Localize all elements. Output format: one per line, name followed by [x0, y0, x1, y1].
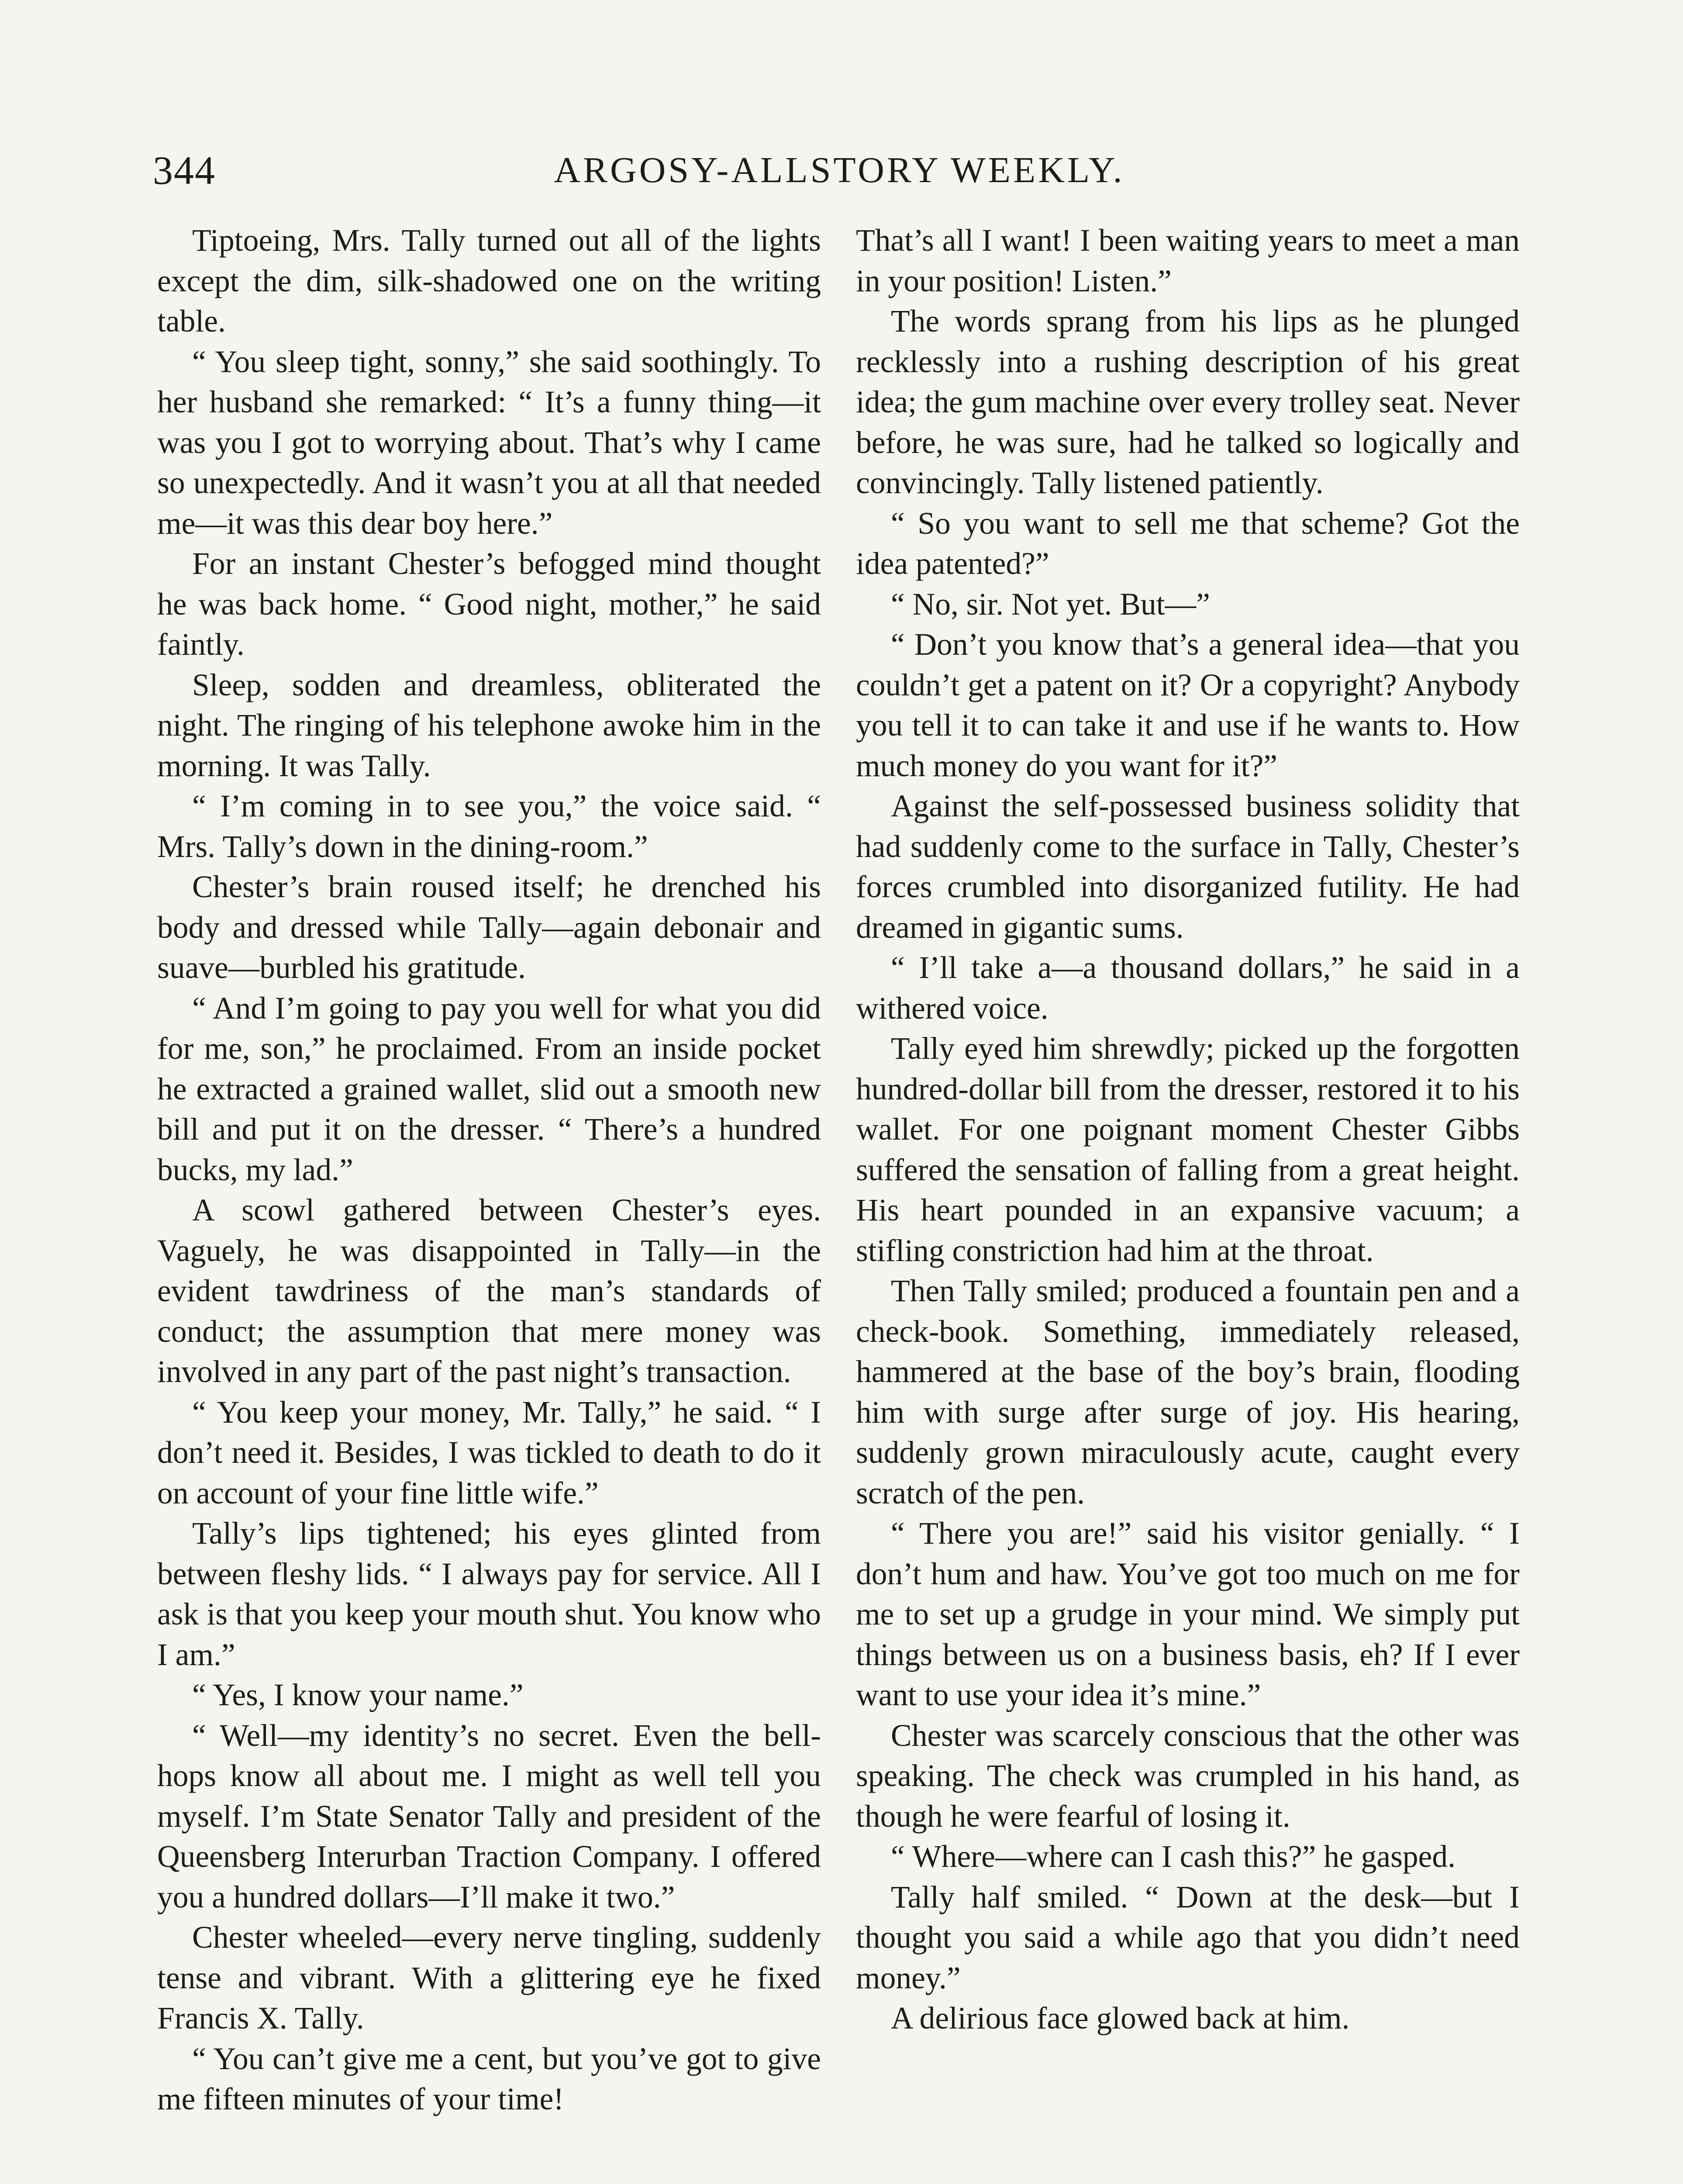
- paragraph: Tally eyed him shrewdly; picked up the forgotten hundred-dollar bill from the dresser, restored it to his wallet. For one poignant moment Chester Gibbs suffered the sensation of falling from a great height. His heart pounded in an expansive vacuum; a stifling constriction had him at the throat.: [856, 1031, 1520, 1268]
- paragraph: Chester wheeled—every nerve tingling, suddenly tense and vibrant. With a glittering eye he fixed Francis X. Tally.: [157, 1920, 821, 2035]
- paragraph-continued: That’s all I want! I been waiting years to meet a man in your position! Listen.”: [856, 223, 1520, 298]
- paragraph: A scowl gathered between Chester’s eyes. Vaguely, he was disappointed in Tally—in the evident tawdriness of the man’s standards of conduct; the assumption that mere money was involved in any part of the past night’s transaction.: [157, 1193, 821, 1389]
- page-header: [153, 144, 1526, 201]
- paragraph: “ No, sir. Not yet. But—”: [891, 587, 1210, 622]
- paragraph: The words sprang from his lips as he plunged recklessly into a rushing description of his great idea; the gum machine over every trolley seat. Never before, he was sure, had he talked so logically and convincingly. Tally listened patiently.: [856, 304, 1520, 500]
- paragraph: Chester’s brain roused itself; he drenched his body and dressed while Tally—again debonair and suave—burbled his gratitude.: [157, 870, 821, 985]
- paragraph: “ Where—where can I cash this?” he gasped.: [891, 1839, 1456, 1874]
- paragraph: A delirious face glowed back at him.: [891, 2001, 1350, 2035]
- paragraph: “ You can’t give me a cent, but you’ve got to give me fifteen minutes of your time!: [157, 2041, 821, 2116]
- paragraph: “ So you want to sell me that scheme? Got the idea patented?”: [856, 506, 1520, 581]
- paragraph: Tally half smiled. “ Down at the desk—but I thought you said a while ago that you didn’t need money.”: [856, 1880, 1520, 1995]
- paragraph: Chester was scarcely conscious that the other was speaking. The check was crumpled in his hand, as though he were fearful of losing it.: [856, 1718, 1520, 1834]
- paragraph: “ And I’m going to pay you well for what you did for me, son,” he proclaimed. From an inside pocket he extracted a grained wallet, slid out a smooth new bill and put it on the dresser. “ There’s a hundred bucks, my lad.”: [157, 991, 821, 1187]
- paragraph: “ There you are!” said his visitor genially. “ I don’t hum and haw. You’ve got too much on me for me to set up a grudge in your mind. We simply put things between us on a business basis, eh? If I ever want to use your idea it’s mine.”: [856, 1516, 1520, 1712]
- page-number: 344: [153, 148, 216, 193]
- text-column-right: [856, 221, 1520, 2039]
- paragraph: “ I’m coming in to see you,” the voice said. “ Mrs. Tally’s down in the dining-room.”: [157, 789, 821, 864]
- paragraph: Then Tally smiled; produced a fountain pen and a check-book. Something, immediately released, hammered at the base of the boy’s brain, flooding him with surge after surge of joy. His hearing, suddenly grown miraculously acute, caught every scratch of the pen.: [856, 1274, 1520, 1510]
- paragraph: Sleep, sodden and dreamless, obliterated the night. The ringing of his telephone awoke him in the morning. It was Tally.: [157, 667, 821, 783]
- text-column-left: [157, 221, 821, 2120]
- paragraph: “ Don’t you know that’s a general idea—that you couldn’t get a patent on it? Or a copyright? Anybody you tell it to can take it and use if he wants to. How much money do you want for it?”: [856, 627, 1520, 783]
- running-head: ARGOSY-ALLSTORY WEEKLY.: [554, 150, 1125, 190]
- paragraph: Tally’s lips tightened; his eyes glinted from between fleshy lids. “ I always pay for service. All I ask is that you keep your mouth shut. You know who I am.”: [157, 1516, 821, 1672]
- paragraph: Tiptoeing, Mrs. Tally turned out all of the lights except the dim, silk-shadowed one on the writing table.: [157, 223, 821, 339]
- paragraph: “ Well—my identity’s no secret. Even the bell-hops know all about me. I might as well tell you myself. I’m State Senator Tally and president of the Queensberg Interurban Traction Company. I offered you a hundred dollars—I’ll make it two.”: [157, 1718, 821, 1914]
- paragraph: Against the self-possessed business solidity that had suddenly come to the surface in Tally, Chester’s forces crumbled into disorganized futility. He had dreamed in gigantic sums.: [856, 789, 1520, 945]
- paragraph: “ You sleep tight, sonny,” she said soothingly. To her husband she remarked: “ It’s a funny thing—it was you I got to worrying about. That’s why I came so unexpectedly. And it wasn’t you at all that needed me—it was this dear boy here.”: [157, 344, 821, 541]
- paragraph: “ You keep your money, Mr. Tally,” he said. “ I don’t need it. Besides, I was tickled to death to do it on account of your fine little wife.”: [157, 1395, 821, 1510]
- paragraph: “ Yes, I know your name.”: [192, 1678, 524, 1712]
- paragraph: For an instant Chester’s befogged mind thought he was back home. “ Good night, mother,” he said faintly.: [157, 546, 821, 662]
- paragraph: “ I’ll take a—a thousand dollars,” he said in a withered voice.: [856, 950, 1520, 1026]
